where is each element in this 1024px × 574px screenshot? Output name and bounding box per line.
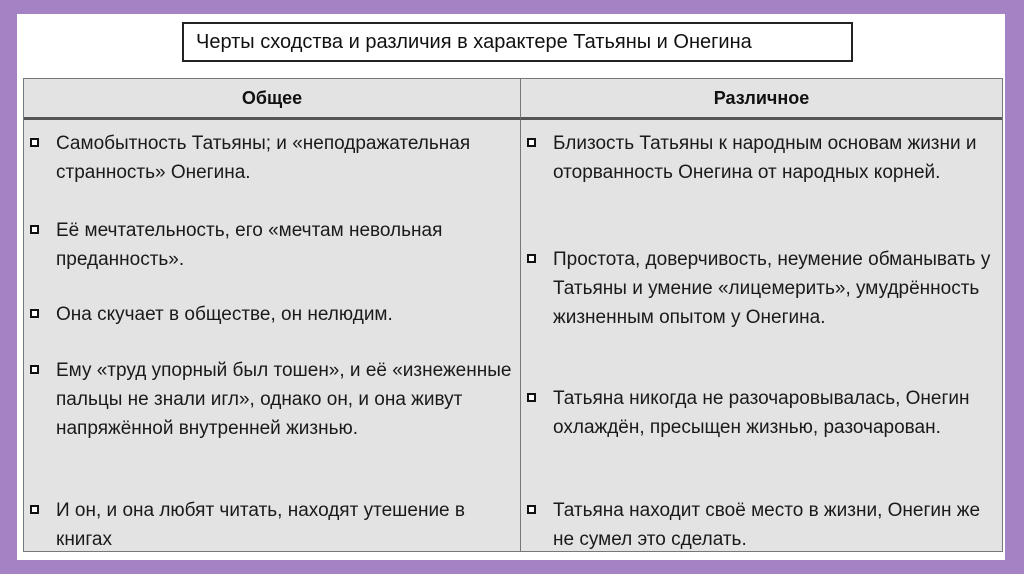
list-item (527, 496, 994, 554)
list-item-text: Она скучает в обществе, он нелюдим. (56, 304, 393, 325)
checkbox-bullet-icon (527, 138, 536, 147)
list-item (30, 300, 512, 329)
list-item-text: Ему «труд упорный был тошен», и её «изнеженные пальцы не знали игл», однако он, и она живут напряжённой внутренней жизнью. (56, 360, 512, 439)
checkbox-bullet-icon (30, 138, 39, 147)
list-item-text: Самобытность Татьяны; и «неподражательная странность» Онегина. (56, 133, 471, 183)
slide (17, 14, 1005, 560)
checkbox-bullet-icon (30, 225, 39, 234)
list-item (30, 356, 512, 443)
checkbox-bullet-icon (30, 309, 39, 318)
checkbox-bullet-icon (527, 393, 536, 402)
slide-title: Черты сходства и различия в характере Татьяны и Онегина (182, 22, 853, 62)
list-item-text: Её мечтательность, его «мечтам невольная преданность». (56, 220, 443, 270)
checkbox-bullet-icon (30, 365, 39, 374)
checkbox-bullet-icon (527, 254, 536, 263)
checkbox-bullet-icon (30, 505, 39, 514)
list-item (527, 384, 994, 442)
header-common: Общее (24, 79, 521, 120)
list-item (527, 245, 994, 332)
list-item-text: Простота, доверчивость, неумение обманывать у Татьяны и умение «лицемерить», умудрённость жизненным опытом у Онегина. (553, 249, 991, 328)
header-different: Различное (521, 79, 1002, 120)
list-item-text: Близость Татьяны к народным основам жизни и оторванность Онегина от народных корней. (553, 133, 977, 183)
comparison-table (23, 78, 1003, 552)
list-item (527, 129, 994, 187)
list-item-text: Татьяна находит своё место в жизни, Онегин же не сумел это сделать. (553, 500, 981, 550)
list-item (30, 496, 512, 554)
column-common (24, 120, 521, 551)
list-item-text: Татьяна никогда не разочаровывалась, Онегин охлаждён, пресыщен жизнью, разочарован. (553, 388, 970, 438)
list-item-text: И он, и она любят читать, находят утешение в книгах (56, 500, 465, 550)
list-item (30, 216, 512, 274)
checkbox-bullet-icon (527, 505, 536, 514)
list-item (30, 129, 512, 187)
column-different (521, 120, 1002, 551)
